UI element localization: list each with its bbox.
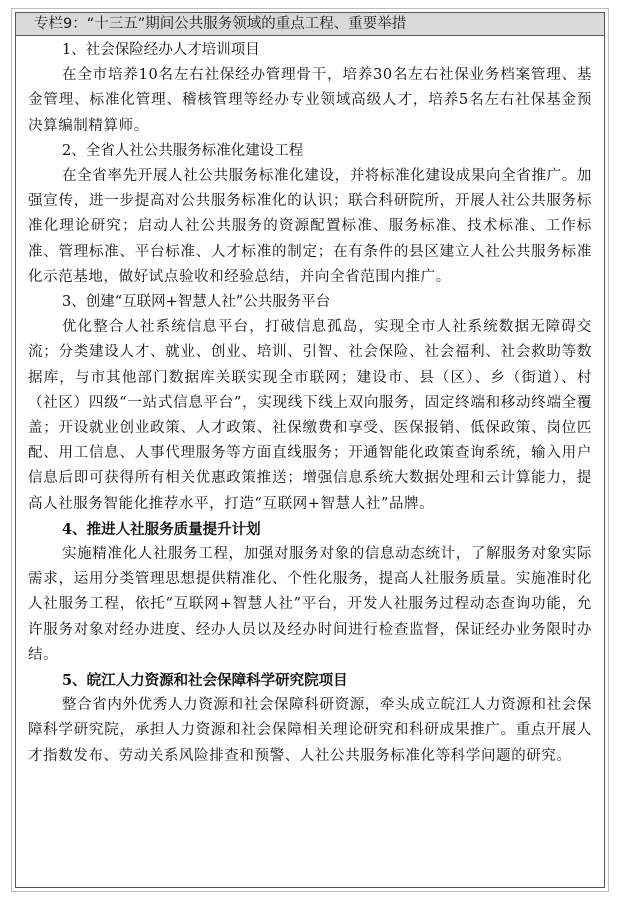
- section-body: 优化整合人社系统信息平台，打破信息孤岛，实现全市人社系统数据无障碍交流；分类建设人才、就业、创业、培训、引智、社会保险、社会福利、社会救助等数据库，与市其他部门数据库关联实现全市联网；建设市、县（区）、乡（街道）、村（社区）四级“一站式信息平台”，实现线下线上双向服务，固定终端和移动终端全覆盖；开设就业创业政策、人才政策、社保缴费和享受、医保报销、低保政策、岗位匹配、用工信息、人事代理服务等方面直线服务；开通智能化政策查询系统，输入用户信息后即可获得所有相关优惠政策推送；增强信息系统大数据处理和云计算能力，提高人社服务智能化推荐水平，打造“互联网+智慧人社”品牌。: [28, 319, 592, 512]
- section-title: 2、全省人社公共服务标准化建设工程: [62, 142, 304, 159]
- column-content: [16, 36, 604, 769]
- section-3: [28, 290, 592, 517]
- section-2: [28, 139, 592, 290]
- section-body: 整合省内外优秀人力资源和社会保障科研资源，牵头成立皖江人力资源和社会保障科学研究院，承担人力资源和社会保障相关理论研究和科研成果推广。重点开展人才指数发布、劳动关系风险排查和预警、人社公共服务标准化等科学问题的研究。: [28, 697, 592, 764]
- section-body: 在全省率先开展人社公共服务标准化建设，并将标准化建设成果向全省推广。加强宣传，进一步提高对公共服务标准化的认识；联合科研院所，开展人社公共服务标准化理论研究；启动人社公共服务的资源配置标准、服务标准、技术标准、工作标准、管理标准、平台标准、人才标准的制定；在有条件的县区建立人社公共服务标准化示范基地，做好试点验收和经验总结，并向全省范围内推广。: [28, 168, 592, 285]
- section-body: 在全市培养10名左右社保经办管理骨干，培养30名左右社保业务档案管理、基金管理、标准化管理、稽核管理等经办专业领域高级人才，培养5名左右社保基金预决算编制精算师。: [28, 67, 592, 134]
- section-4: [28, 517, 592, 668]
- column-box: [15, 12, 605, 888]
- section-title: 4、推进人社服务质量提升计划: [62, 520, 261, 538]
- column-header: 专栏9：“十三五”期间公共服务领域的重点工程、重要举措: [16, 13, 604, 36]
- section-title: 3、创建“互联网+智慧人社”公共服务平台: [62, 294, 331, 311]
- section-1: [28, 38, 592, 139]
- section-5: [28, 668, 592, 769]
- section-title: 5、皖江人力资源和社会保障科学研究院项目: [62, 672, 348, 690]
- section-title: 1、社会保险经办人才培训项目: [62, 42, 260, 58]
- section-body: 实施精准化人社服务工程，加强对服务对象的信息动态统计，了解服务对象实际需求，运用分类管理思想提供精准化、个性化服务，提高人社服务质量。实施准时化人社服务工程，依托“互联网+智慧人社”平台，开发人社服务过程动态查询功能，允许服务对象对经办进度、经办人员以及经办时间进行检查监督，保证经办业务限时办结。: [28, 546, 592, 663]
